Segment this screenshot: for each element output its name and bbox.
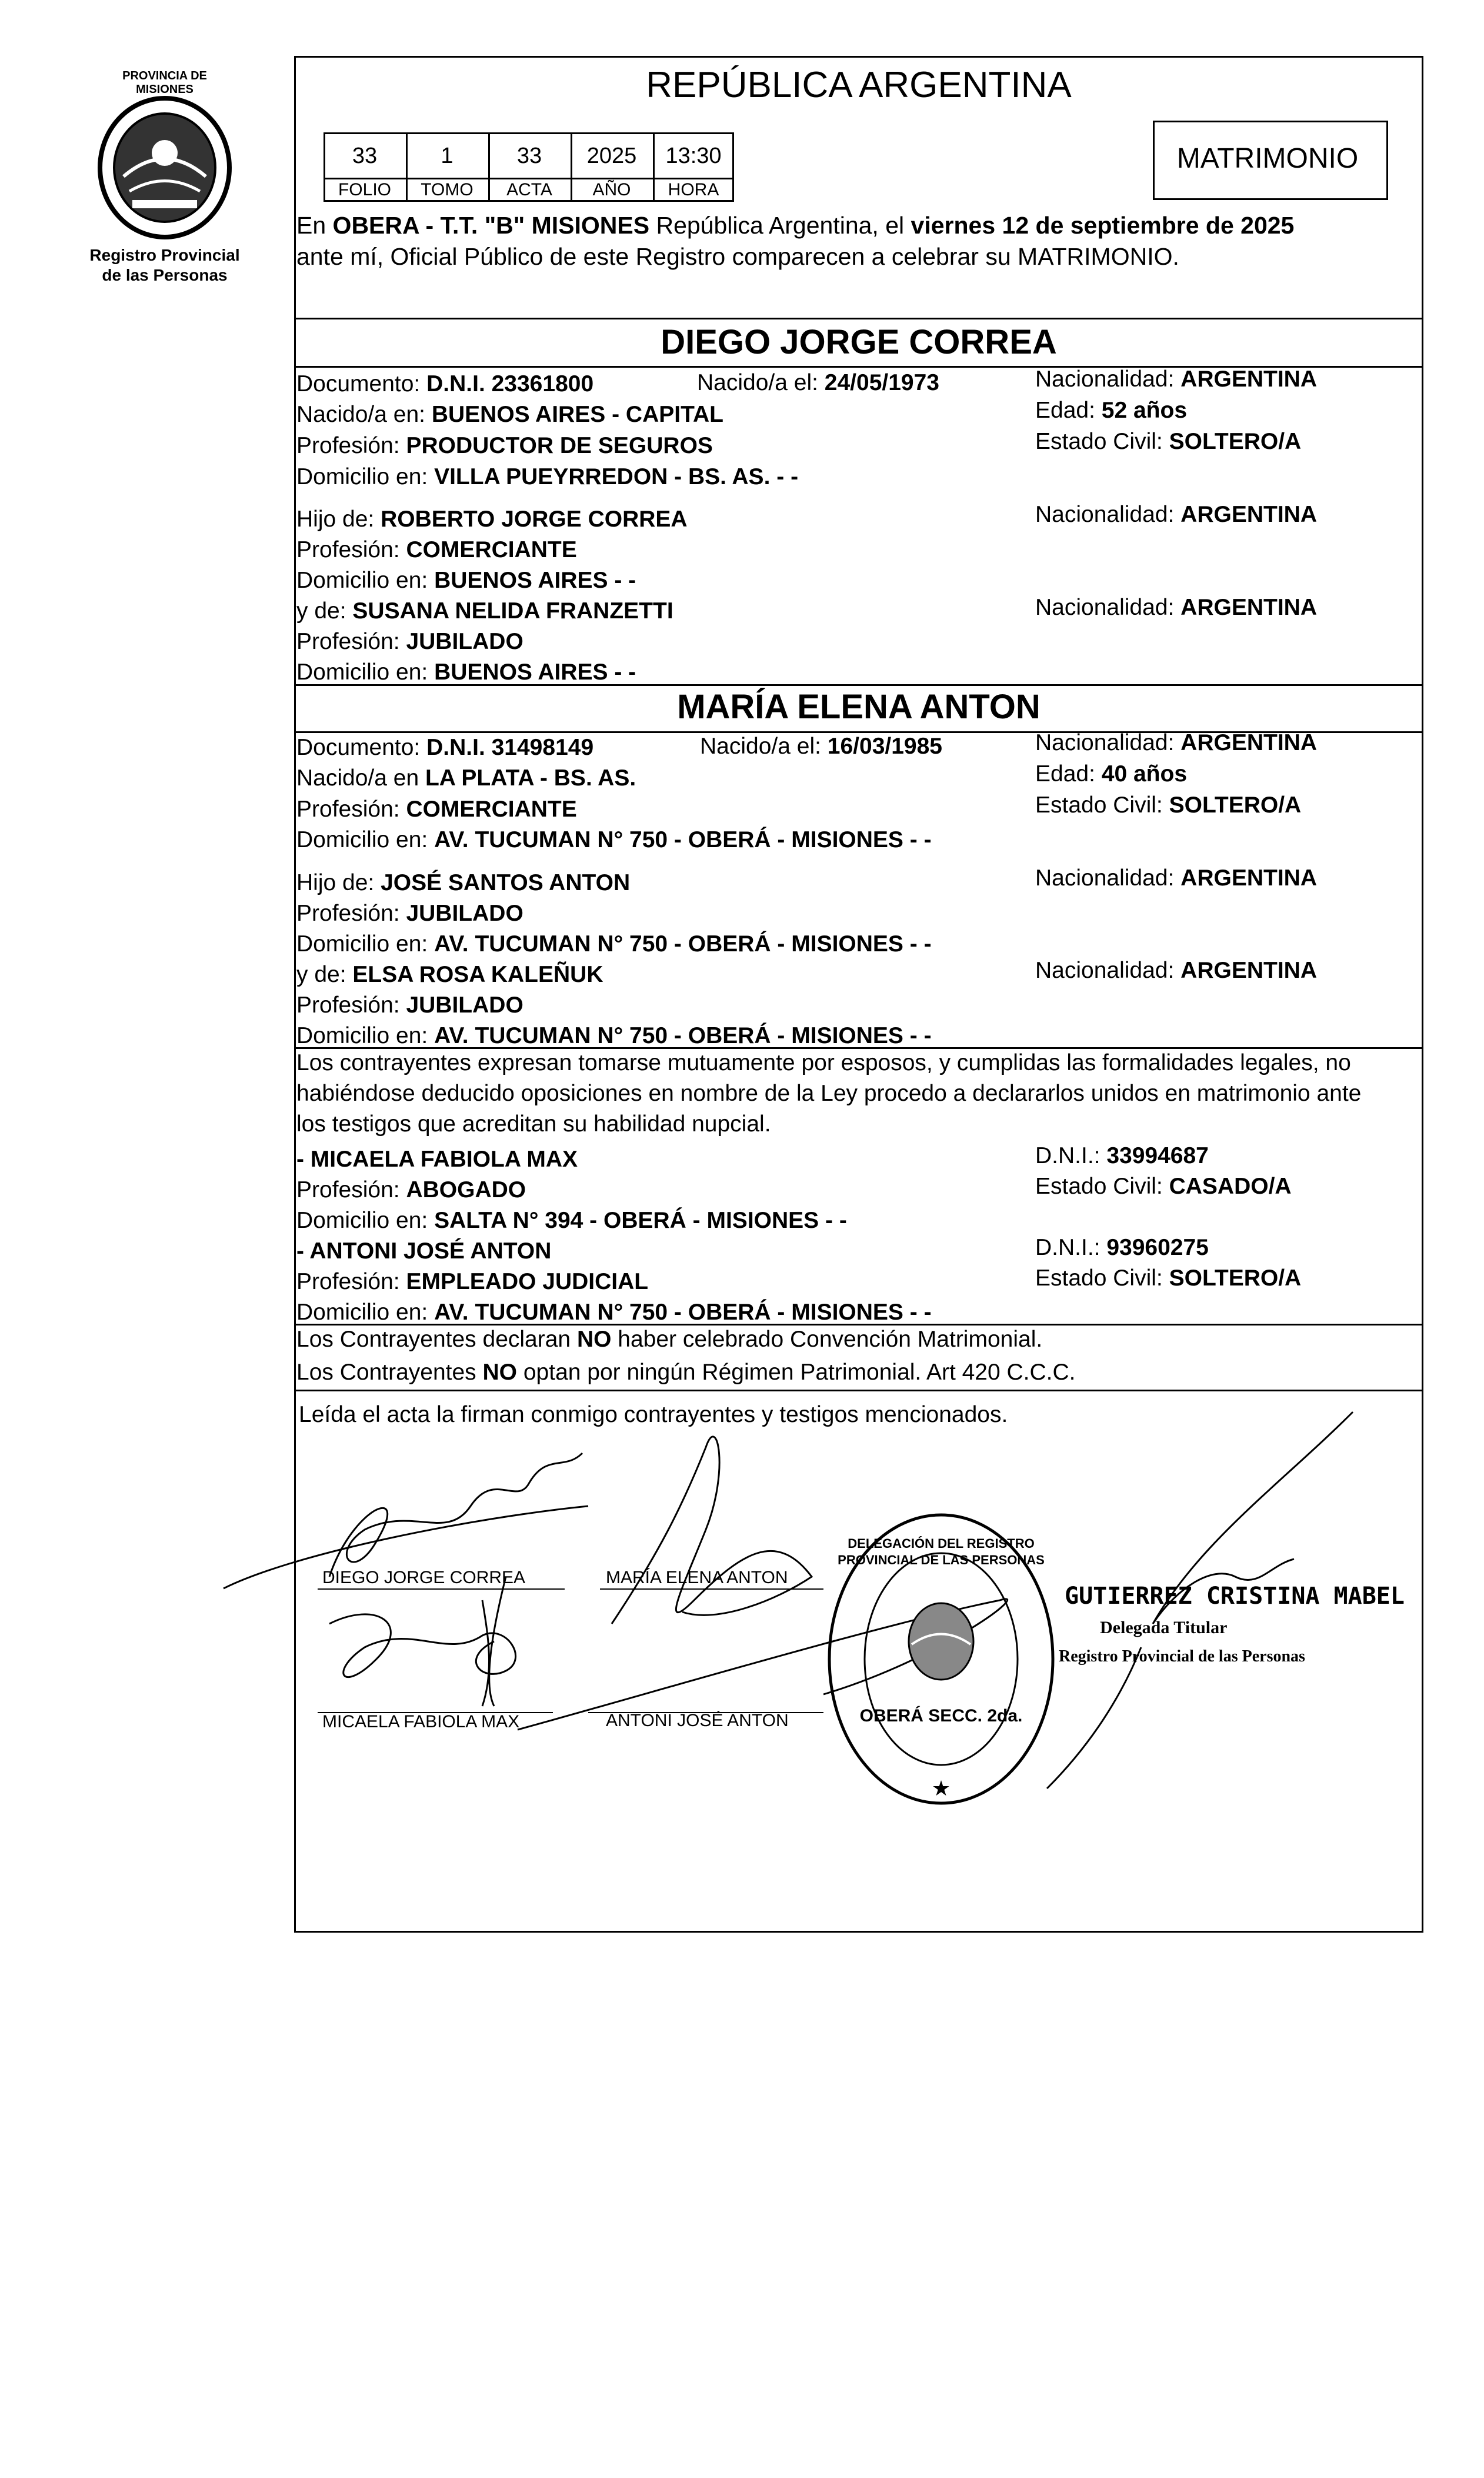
spouse1-name: DIEGO JORGE CORREA <box>661 323 1057 361</box>
spouse2-civil-status: SOLTERO/A <box>1169 792 1302 818</box>
convention-line2: Los Contrayentes NO optan por ningún Régimen Patrimonial. Art 420 C.C.C. <box>296 1360 1076 1385</box>
declaration-line2: habiéndose deducido oposiciones en nombre de la Ley procedo a declararlos unidos en matrimonio ante <box>296 1081 1362 1106</box>
folio-label: FOLIO <box>338 180 391 199</box>
witness2-name: - ANTONI JOSÉ ANTON <box>296 1238 552 1264</box>
registry-name-line1: Registro Provincial <box>89 246 240 264</box>
intro-line1: En OBERA - T.T. "B" MISIONES República Argentina, el viernes 12 de septiembre de 2025 <box>296 212 1295 239</box>
spouse2-age: 40 años <box>1101 761 1188 787</box>
signature-label-1: DIEGO JORGE CORREA <box>322 1568 526 1587</box>
convention-line1: Los Contrayentes declaran NO haber celebrado Convención Matrimonial. <box>296 1327 1043 1352</box>
signature-label-4: ANTONI JOSÉ ANTON <box>606 1711 789 1730</box>
witness1-profession: ABOGADO <box>406 1177 526 1203</box>
spouse2-mother-nationality: ARGENTINA <box>1180 958 1318 983</box>
spouse1-father-profession: COMERCIANTE <box>406 537 577 562</box>
country-title: REPÚBLICA ARGENTINA <box>646 65 1072 105</box>
spouse2-mother-address: AV. TUCUMAN N° 750 - OBERÁ - MISIONES - - <box>434 1023 932 1048</box>
witness2-profession: EMPLEADO JUDICIAL <box>406 1269 649 1294</box>
spouse2-father-profession: JUBILADO <box>406 901 523 926</box>
spouse2-name: MARÍA ELENA ANTON <box>677 688 1041 726</box>
registry-seal-text: PROVINCIA DE MISIONES <box>122 69 207 96</box>
spouse2-nationality: ARGENTINA <box>1180 730 1318 755</box>
spouse1-nationality: ARGENTINA <box>1180 367 1318 392</box>
folio-value: 33 <box>352 144 378 168</box>
spouse2-born-in: LA PLATA - BS. AS. <box>425 765 636 791</box>
spouse2-father-nationality: ARGENTINA <box>1180 865 1318 891</box>
signature-label-3: MICAELA FABIOLA MAX <box>322 1712 520 1731</box>
stamp-ring-text: DELEGACIÓN DEL REGISTRO PROVINCIAL DE LAS PERSONAS <box>838 1536 1045 1567</box>
signature-label-2: MARÍA ELENA ANTON <box>606 1568 788 1587</box>
act-type: MATRIMONIO <box>1176 143 1359 174</box>
acta-label: ACTA <box>506 180 552 199</box>
witness1-name: - MICAELA FABIOLA MAX <box>296 1147 578 1172</box>
year-value: 2025 <box>586 144 637 168</box>
signatures-intro: Leída el acta la firman conmigo contrayentes y testigos mencionados. <box>299 1402 1008 1427</box>
intro-date: viernes 12 de septiembre de 2025 <box>911 212 1295 239</box>
spouse2-born-on: 16/03/1985 <box>827 734 942 759</box>
year-label: AÑO <box>592 180 631 199</box>
witness2-address: AV. TUCUMAN N° 750 - OBERÁ - MISIONES - - <box>434 1300 932 1325</box>
hour-value: 13:30 <box>665 144 722 168</box>
document-page: PROVINCIA DE MISIONES Registro Provincial de las Personas REPÚBLICA ARGENTINA 33 1 33 2025 13:30 FOLIO TOMO ACTA AÑO HORA MATRIMONIO En OBERA - T.T. "B" MISIONES República Argentina, el viernes 12 de septiembre de 2025 ante mí, Oficial Público de este Registro comparecen a celebrar su MATRIMONIO. DIEGO JORGE CORREA Documento: D.N.I. 23361800 Nacido/a el: 24/05/1973 Nacionalidad: ARGENTINA Nacido/a en: BUENOS AIRES - CAPITAL Edad: 52 años Profesión: PRODUCTOR DE SEGUROS Estado Civil: SOLTERO/A Domicilio en: VILLA PUEYRREDON - BS. AS. - - Hijo de: ROBERTO JORGE CORREA Nacionalidad: ARGENTINA Profesión: COMERCIANTE Domicilio en: BUENOS AIRES - - y de: SUSANA NELIDA FRANZETTI Nacionalidad: ARGENTINA Profesión: JUBILADO Domicilio en: BUENOS AIRES - - MARÍA ELENA ANTON Documento: D.N.I. 31498149 Nacido/a el: 16/03/1985 Nacionalidad: ARGENTINA Nacido/a en LA PLATA - BS. AS. Edad: 40 años Profesión: COMERCIANTE Estado Civil: SOLTERO/A Domicilio en: AV. TUCUMAN N° 750 - OBERÁ - MISIONES - - Hijo de: JOSÉ SANTOS ANTON Nacionalidad: ARGENTINA Profesión: JUBILADO Domicilio en: AV. TUCUMAN N° 750 - OBERÁ - MISIONES - - y de: ELSA ROSA KALEÑUK Nacionalidad: ARGENTINA Profesión: JUBILADO Domicilio en: AV. TUCUMAN N° 750 - OBERÁ - MISIONES - - Los contrayentes expresan tomarse mutuamente por esposos, y cumplidas las formalidades legales, no habiéndose deducido oposiciones en nombre de la Ley procedo a declararlos unidos en matrimonio ante los testigos que acreditan su habilidad nupcial. - MICAELA FABIOLA MAX D.N.I.: 33994687 Profesión: ABOGADO Estado Civil: CASADO/A Domicilio en: SALTA N° 394 - OBERÁ - MISIONES - - - ANTONI JOSÉ ANTON D.N.I.: 93960275 Profesión: EMPLEADO JUDICIAL Estado Civil: SOLTERO/A Domicilio en: AV. TUCUMAN N° 750 - OBERÁ - MISIONES - - Los Contrayentes declaran NO haber celebrado Convención Matrimonial. Los Contrayentes NO optan por ningún Régimen Patrimonial. Art 420 C.C.C. Leída el acta la firman conmigo contrayentes y testigos mencionados. DIEGO JORGE CORREA MARÍA ELENA ANTON MICAELA FABIOLA MAX ANTONI JOSÉ ANTON ★ DELEGACIÓN DEL REGISTRO PROVINCIAL DE LAS PERSONAS OBERÁ SECC. 2da. GUTIERREZ CRISTINA MABEL Delegada Titular Registro Provincial de las Personas <box>0 0 1484 2478</box>
spouse2-father: JOSÉ SANTOS ANTON <box>381 870 631 895</box>
spouse2-address: AV. TUCUMAN N° 750 - OBERÁ - MISIONES - - <box>434 827 932 852</box>
hour-label: HORA <box>668 180 719 199</box>
spouse2-mother: ELSA ROSA KALEÑUK <box>352 962 603 987</box>
spouse1-born-in: BUENOS AIRES - CAPITAL <box>431 402 723 427</box>
spouse2-profession: COMERCIANTE <box>406 797 577 822</box>
tomo-value: 1 <box>441 144 453 168</box>
spouse1-age: 52 años <box>1101 398 1188 423</box>
spouse1-mother-profession: JUBILADO <box>406 629 523 654</box>
spouse1-father: ROBERTO JORGE CORREA <box>381 507 688 532</box>
tomo-label: TOMO <box>421 180 473 199</box>
witness2-dni: 93960275 <box>1106 1235 1209 1260</box>
spouse1-mother-nationality: ARGENTINA <box>1180 595 1318 620</box>
spouse1-profession: PRODUCTOR DE SEGUROS <box>406 433 713 458</box>
svg-text:★: ★ <box>931 1777 951 1801</box>
spouse1-mother: SUSANA NELIDA FRANZETTI <box>352 598 673 624</box>
spouse1-address: VILLA PUEYRREDON - BS. AS. - - <box>434 464 799 489</box>
registry-name-line2: de las Personas <box>102 266 228 284</box>
declaration-line1: Los contrayentes expresan tomarse mutuamente por esposos, y cumplidas las formalidades legales, no <box>296 1050 1351 1075</box>
spouse2-doc: D.N.I. 31498149 <box>426 735 594 760</box>
witness1-dni: 33994687 <box>1106 1143 1209 1168</box>
acta-value: 33 <box>516 144 542 168</box>
spouse2-father-address: AV. TUCUMAN N° 750 - OBERÁ - MISIONES - - <box>434 931 932 957</box>
stamp-inner-text: OBERÁ SECC. 2da. <box>859 1706 1023 1726</box>
spouse1-mother-address: BUENOS AIRES - - <box>434 660 636 685</box>
official-title: Delegada Titular <box>1100 1618 1228 1637</box>
declaration-line3: los testigos que acreditan su habilidad nupcial. <box>296 1111 771 1137</box>
spouse1-doc: D.N.I. 23361800 <box>426 371 594 397</box>
spouse1-father-address: BUENOS AIRES - - <box>434 568 636 593</box>
spouse1-civil-status: SOLTERO/A <box>1169 429 1302 454</box>
official-name: GUTIERREZ CRISTINA MABEL <box>1065 1583 1405 1610</box>
intro-line2: ante mí, Oficial Público de este Registro comparecen a celebrar su MATRIMONIO. <box>296 243 1179 270</box>
witness1-address: SALTA N° 394 - OBERÁ - MISIONES - - <box>434 1208 847 1233</box>
spouse1-father-nationality: ARGENTINA <box>1180 502 1318 527</box>
intro-place: OBERA - T.T. "B" MISIONES <box>332 212 650 239</box>
spouse2-mother-profession: JUBILADO <box>406 992 523 1018</box>
spouse1-born-on: 24/05/1973 <box>824 370 939 395</box>
witness1-civil-status: CASADO/A <box>1169 1174 1292 1199</box>
official-office: Registro Provincial de las Personas <box>1059 1647 1305 1666</box>
witness2-civil-status: SOLTERO/A <box>1169 1265 1302 1291</box>
